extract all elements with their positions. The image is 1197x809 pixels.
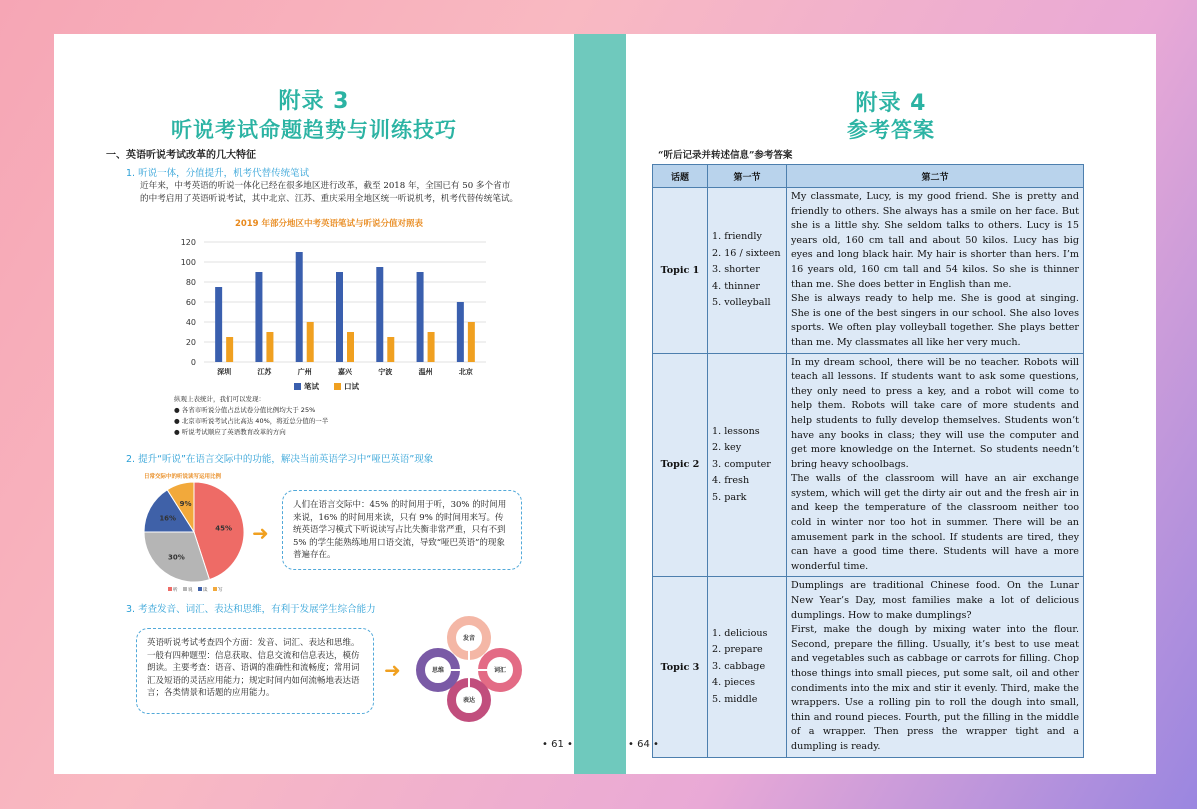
legend-swatch (183, 587, 187, 591)
column-header: 话题 (653, 165, 708, 188)
table-row (653, 577, 1084, 757)
table-row (653, 353, 1084, 577)
appendix4-title: 附录 4 (855, 91, 927, 116)
pie-chart (140, 470, 260, 594)
subheading-3: 3. 考查发音、词汇、表达和思维，有利于发展学生综合能力 (126, 604, 376, 615)
bar (387, 337, 394, 362)
legend-swatch (213, 587, 217, 591)
topic-cell: Topic 3 (653, 577, 708, 757)
page-number-right: • 64 • (628, 739, 659, 750)
paragraph-line: 的中考启用了英语听说考试，其中北京、江苏、重庆采用全地区统一听说机考，机考代替传统笔试。 (140, 194, 519, 204)
section-heading: 一、英语听说考试改革的几大特征 (106, 150, 256, 161)
x-tick-label: 深圳 (217, 368, 232, 376)
right-page (626, 34, 1156, 774)
petal-label: 思维 (431, 667, 444, 674)
section2-answer: Dumplings are traditional Chinese food. On the Lunar New Year’s Day, most families make a lot of delicious dumplings. How to make dumplings? First, make the dough by mixing water into the flour. Second, prepare the filling. Usually, it’s best to use meat and vegetables such as cabbage or carrots for filling. Chop those things into small pieces, put some salt, oil and other condiments into the mix and stir it evenly. Third, make the wrappers. Use a rolling pin to roll the dough into small, thin and round pieces. Fourth, put the filling in the middle of a wrapper. Then press the wrapper tight and a dumpling is ready. (787, 577, 1084, 757)
slice-label: 16% (159, 514, 177, 523)
petal-label: 发音 (462, 635, 475, 642)
x-tick-label: 温州 (418, 368, 433, 376)
y-tick-label: 20 (185, 338, 196, 347)
bar (347, 332, 354, 362)
bar (428, 332, 435, 362)
arrow-icon: ➜ (384, 658, 401, 682)
legend-swatch (168, 587, 172, 591)
appendix3-title: 附录 3 (278, 89, 350, 114)
slice-label: 30% (167, 553, 185, 562)
y-tick-label: 120 (180, 238, 196, 247)
slice-label: 9% (179, 500, 192, 509)
answer-table (652, 164, 1084, 758)
bar (266, 332, 273, 362)
slice-label: 45% (215, 524, 233, 533)
x-tick-label: 宁波 (378, 368, 393, 376)
x-tick-label: 嘉兴 (338, 368, 352, 376)
appendix3-subtitle: 听说考试命题趋势与训练技巧 (171, 118, 457, 142)
y-tick-label: 60 (185, 298, 196, 307)
topic-cell: Topic 2 (653, 353, 708, 577)
topic-cell: Topic 1 (653, 188, 708, 354)
chart-note: ● 北京市听说考试占比高达 40%，将近总分值的一半 (174, 417, 329, 425)
bar (226, 337, 233, 362)
chart-notes-title: 纵观上表统计，我们可以发现： (174, 395, 265, 403)
skills-callout: 英语听说考试考查四个方面：发音、词汇、表达和思维。一般有四种题型：信息获取、信息交流和信息表达，模仿朗读。主要考查：语音、语调的准确性和流畅度；常用词汇及短语的灵活应用能力；规定时间内如何流畅地表达语言；各类情景和话题的应用能力。 (136, 628, 374, 714)
column-header: 第一节 (708, 165, 787, 188)
legend-label: 听 (173, 588, 178, 593)
column-header: 第二节 (787, 165, 1084, 188)
page-number-left: • 61 • (542, 739, 573, 750)
chart-note: ● 各省市听说分值占总试卷分值比例均大于 25% (174, 406, 316, 414)
bar (457, 302, 464, 362)
legend-label: 口试 (344, 382, 359, 391)
appendix4-subtitle: 参考答案 (847, 118, 935, 142)
x-tick-label: 江苏 (257, 368, 272, 376)
legend-label: 写 (218, 588, 223, 593)
book-spine (574, 34, 626, 774)
y-tick-label: 0 (190, 358, 196, 367)
petal-label: 表达 (462, 697, 475, 704)
subheading-1: 1. 听说一体，分值提升，机考代替传统笔试 (126, 168, 310, 179)
bar (417, 272, 424, 362)
legend-swatch (334, 383, 341, 390)
bar (296, 252, 303, 362)
section2-answer: My classmate, Lucy, is my good friend. She is pretty and friendly to others. She always has a smile on her face. But she is a little shy. She seldom talks to others. Lucy is 15 years old, 160 cm tall and about 50 kilos. Lucy has big eyes and long black hair. My hair is shorter than hers. I’m 16 years old, 160 cm tall and 54 kilos. So she is thinner than me. She does better in English than me. She is always ready to help me. She is good at singing. She is one of the best singers in our school. She also loves sports. We often play volleyball together. She plays better than me. My classmates all like her very much. (787, 188, 1084, 354)
legend-label: 笔试 (304, 382, 319, 391)
arrow-icon: ➜ (252, 521, 269, 545)
bar-chart (164, 214, 494, 399)
bar (215, 287, 222, 362)
pie-callout: 人们在语言交际中：45% 的时间用于听，30% 的时间用来说，16% 的时间用来读，只有 9% 的时间用来写。传统英语学习模式下听说读写占比失衡非常严重，只有不到 5% 的学生能熟练地用口语交流，导致“哑巴英语”的现象普遍存在。 (282, 490, 522, 570)
answer-caption: “听后记录并转述信息”参考答案 (658, 150, 793, 161)
bar (336, 272, 343, 362)
petal-label: 词汇 (493, 667, 506, 674)
pie-title: 日常交际中的听说读写运用比例 (144, 474, 222, 480)
y-tick-label: 80 (185, 278, 196, 287)
legend-label: 读 (203, 588, 208, 593)
bar (376, 267, 383, 362)
left-page (54, 34, 574, 774)
skills-diagram (414, 614, 524, 724)
paragraph-line: 近年来，中考英语的听说一体化已经在很多地区进行改革，截至 2018 年，全国已有 50 多个省市 (140, 181, 511, 191)
y-tick-label: 40 (185, 318, 196, 327)
x-tick-label: 北京 (458, 368, 473, 376)
legend-label: 说 (188, 588, 193, 593)
subheading-2: 2. 提升“听说”在语言交际中的功能，解决当前英语学习中“哑巴英语”现象 (126, 454, 434, 465)
x-tick-label: 广州 (297, 368, 312, 376)
bar (255, 272, 262, 362)
section1-answers: 1. delicious 2. prepare 3. cabbage 4. pieces 5. middle (708, 577, 787, 757)
bar (307, 322, 314, 362)
y-tick-label: 100 (180, 258, 196, 267)
legend-swatch (198, 587, 202, 591)
legend-swatch (294, 383, 301, 390)
section1-answers: 1. lessons 2. key 3. computer 4. fresh 5. park (708, 353, 787, 577)
section2-answer: In my dream school, there will be no teacher. Robots will teach all lessons. If students want to ask some questions, they only need to press a key, and a robot will come to help them. Robots will take care of more students and help students to fully develop themselves. Students won’t have any books in class; they will use the computer and get more knowledge on the Internet. So students needn’t bring heavy schoolbags. The walls of the classroom will have an air exchange system, which will get the dirty air out and the fresh air in and keep the temperature of the classroom neither too cold in winter nor too hot in summer. There will be an amusement park in the school. If students are tired, they can have a good time there. Students will have a more wonderful time. (787, 353, 1084, 577)
bar (468, 322, 475, 362)
chart-note: ● 听说考试顺应了英语教育改革的方向 (174, 428, 286, 436)
section1-answers: 1. friendly 2. 16 / sixteen 3. shorter 4. thinner 5. volleyball (708, 188, 787, 354)
chart-title: 2019 年部分地区中考英语笔试与听说分值对照表 (234, 219, 424, 229)
table-row (653, 188, 1084, 354)
table-header-row (653, 165, 1084, 188)
